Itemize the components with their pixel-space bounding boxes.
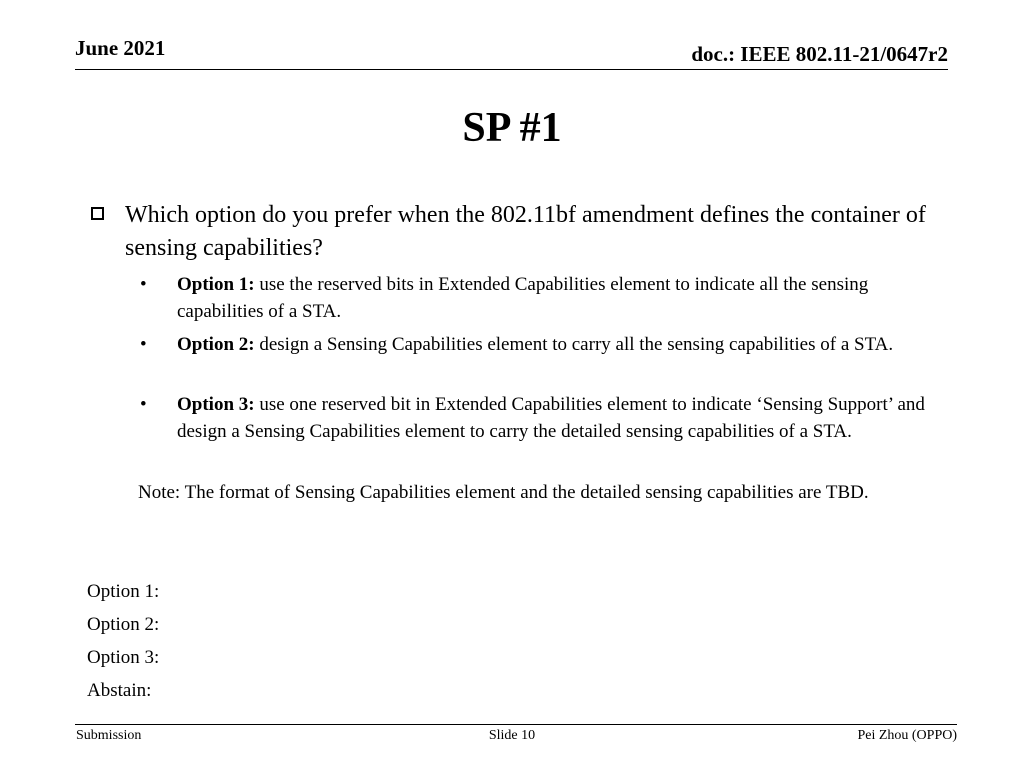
- vote-label-option-3: Option 3:: [87, 647, 160, 668]
- option-item-2: [140, 331, 950, 358]
- option-label: Option 3:: [177, 394, 255, 415]
- option-item-1: [140, 271, 950, 325]
- footer-submission: Submission: [76, 728, 142, 743]
- question-item: [89, 199, 959, 265]
- footer-slide-number: Slide 10: [488, 728, 536, 743]
- option-text: design a Sensing Capabilities element to carry all the sensing capabilities of a STA.: [254, 334, 894, 355]
- option-text: use one reserved bit in Extended Capabilities element to indicate ‘Sensing Support’ and design a Sensing Capabilities element to carry the detailed sensing capabilities of a STA.: [177, 394, 925, 442]
- header-doc-id: doc.: IEEE 802.11-21/0647r2: [691, 42, 948, 66]
- footer-divider: [75, 724, 957, 725]
- option-item-3: [140, 391, 950, 445]
- option-label: Option 2:: [177, 334, 255, 355]
- vote-label-abstain: Abstain:: [87, 680, 152, 701]
- vote-label-option-2: Option 2:: [87, 614, 160, 635]
- option-label: Option 1:: [177, 274, 255, 295]
- checkbox-bullet-icon: [91, 207, 104, 220]
- vote-label-option-1: Option 1:: [87, 581, 160, 602]
- header-date: June 2021: [75, 36, 166, 60]
- slide-title: SP #1: [462, 105, 562, 151]
- note-text: Note: The format of Sensing Capabilities element and the detailed sensing capabilities are TBD.: [138, 482, 869, 503]
- option-text: use the reserved bits in Extended Capabilities element to indicate all the sensing capabilities of a STA.: [177, 274, 869, 322]
- bullet-icon: •: [140, 334, 147, 355]
- question-text: Which option do you prefer when the 802.11bf amendment defines the container of sensing capabilities?: [125, 202, 926, 261]
- header-divider: [75, 69, 948, 70]
- footer-author: Pei Zhou (OPPO): [857, 728, 957, 743]
- bullet-icon: •: [140, 394, 147, 415]
- bullet-icon: •: [140, 274, 147, 295]
